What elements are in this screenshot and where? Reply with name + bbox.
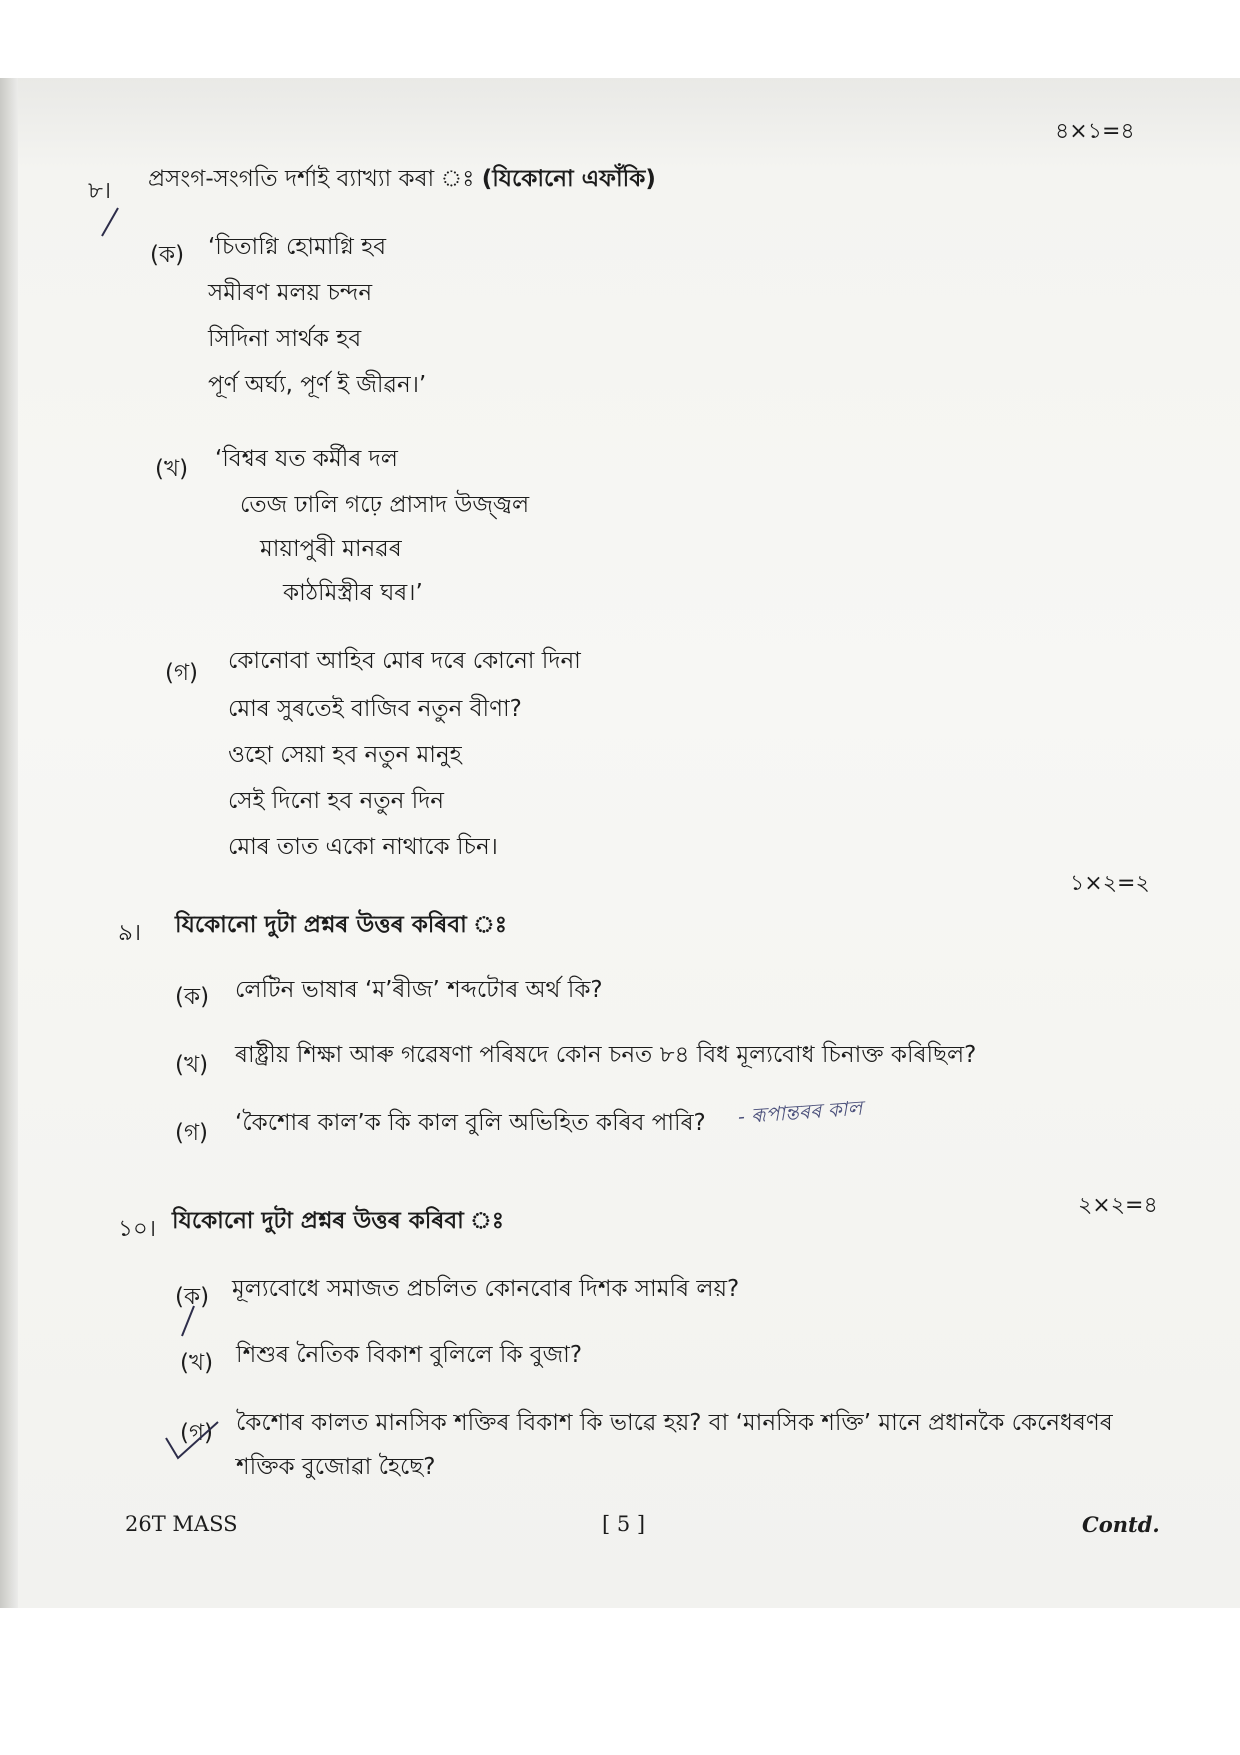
- q8-ka-line-1: ‘চিতাগ্নি হোমাগ্নি হব: [208, 234, 387, 260]
- q8-kha-line-3: মায়াপুৰী মানৱৰ: [260, 536, 402, 562]
- q8-instruction: [148, 164, 656, 194]
- q9-option-ga-text: ‘কৈশোৰ কাল’ক কি কাল বুলি অভিহিত কৰিব পাৰি?: [235, 1110, 706, 1136]
- q9-option-kha-label: (খ): [175, 1052, 209, 1078]
- q9-option-ka-text: লেটিন ভাষাৰ ‘ম’ৰীজ’ শব্দটোৰ অৰ্থ কি?: [235, 977, 603, 1003]
- q8-kha-line-1: ‘বিশ্বৰ যত কৰ্মীৰ দল: [215, 446, 398, 472]
- q8-ka-line-2: সমীৰণ মলয় চন্দন: [208, 280, 373, 306]
- q8-ka-line-3: সিদিনা সাৰ্থক হব: [208, 326, 362, 352]
- q9-marks: ১×২=২: [1070, 871, 1150, 896]
- q10-option-ga-text-line-1: কৈশোৰ কালত মানসিক শক্তিৰ বিকাশ কি ভাৱে হয়? বা ‘মানসিক শক্তি’ মানে প্ৰধানকৈ কেনেধৰণৰ: [236, 1410, 1113, 1436]
- paper-code: 26T MASS: [125, 1512, 238, 1536]
- q9-option-ga-label: (গ): [175, 1120, 209, 1146]
- q8-ka-line-4: পূৰ্ণ অৰ্ঘ্য, পূৰ্ণ ই জীৱন।’: [208, 372, 427, 398]
- q10-option-kha-label: (খ): [180, 1350, 214, 1376]
- q8-option-kha-label: (খ): [155, 456, 189, 482]
- q8-ga-line-1: কোনোবা আহিব মোৰ দৰে কোনো দিনা: [228, 648, 581, 674]
- q10-marks: ২×২=৪: [1078, 1193, 1158, 1218]
- q10-option-ka-text: মূল্যবোধে সমাজত প্ৰচলিত কোনবোৰ দিশক সামৰি লয়?: [232, 1276, 740, 1302]
- continued-label: Contd.: [1082, 1512, 1160, 1537]
- q9-number: ৯।: [118, 920, 142, 946]
- q8-ga-line-4: সেই দিনো হব নতুন দিন: [228, 788, 445, 814]
- page-number: [ 5 ]: [602, 1512, 646, 1536]
- q10-option-ka-label: (ক): [175, 1284, 210, 1310]
- q8-ga-line-2: মোৰ সুৰতেই বাজিব নতুন বীণা?: [228, 696, 522, 722]
- check-mark-icon: [100, 200, 160, 240]
- q8-kha-line-2: তেজ ঢালি গঢ়ে প্ৰাসাদ উজ্জ্বল: [240, 492, 530, 518]
- q10-option-kha-text: শিশুৰ নৈতিক বিকাশ বুলিলে কি বুজা?: [236, 1342, 583, 1368]
- q8-instruction-bold: (যিকোনো এফাঁকি): [481, 166, 656, 192]
- q8-option-ga-label: (গ): [165, 660, 199, 686]
- q8-option-ka-label: (ক): [150, 242, 185, 268]
- q10-option-ga-label: (গ): [180, 1420, 214, 1446]
- exam-paper-sheet: [0, 78, 1240, 1608]
- q8-instruction-text: প্ৰসংগ-সংগতি দৰ্শাই ব্যাখ্যা কৰা ঃ: [148, 166, 475, 192]
- check-mark-icon: [162, 1420, 222, 1464]
- q8-marks: ৪×১=৪: [1055, 119, 1135, 144]
- paper-edge-shadow: [0, 78, 18, 1608]
- q10-number: ১০।: [118, 1216, 157, 1242]
- q8-ga-line-5: মোৰ তাত একো নাথাকে চিন।: [228, 834, 498, 860]
- pen-stroke-icon: [178, 1304, 208, 1340]
- q9-option-kha-text: ৰাষ্ট্ৰীয় শিক্ষা আৰু গৱেষণা পৰিষদে কোন চনত ৮৪ বিধ মূল্যবোধ চিনাক্ত কৰিছিল?: [235, 1042, 977, 1068]
- q10-option-ga-text-line-2: শক্তিক বুজোৱা হৈছে?: [236, 1454, 436, 1480]
- q9-instruction: যিকোনো দুটা প্ৰশ্নৰ উত্তৰ কৰিবা ঃ: [175, 912, 507, 938]
- q8-kha-line-4: কাঠমিস্ত্ৰীৰ ঘৰ।’: [283, 580, 423, 606]
- handwritten-answer-q9-ga: - ৰূপান্তৰৰ কাল: [737, 1095, 864, 1129]
- q10-instruction: যিকোনো দুটা প্ৰশ্নৰ উত্তৰ কৰিবা ঃ: [172, 1208, 504, 1234]
- q9-option-ka-label: (ক): [175, 984, 210, 1010]
- q8-number: ৮।: [88, 178, 112, 204]
- q8-ga-line-3: ওহো সেয়া হব নতুন মানুহ: [228, 742, 462, 768]
